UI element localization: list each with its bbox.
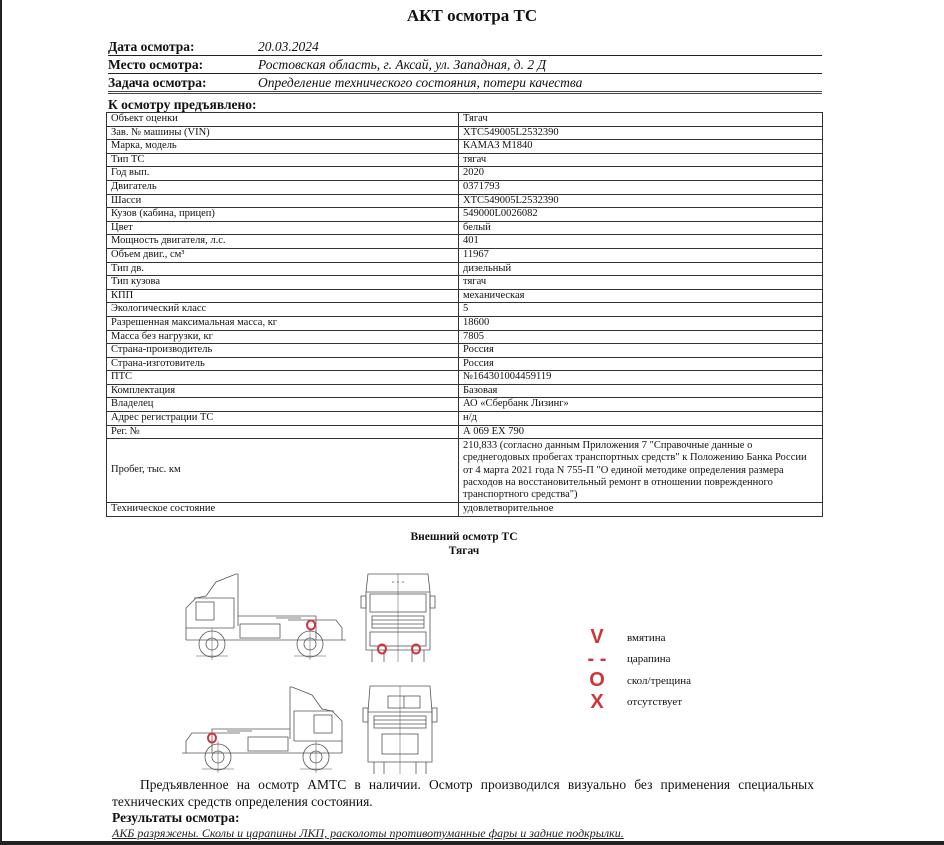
document-title: АКТ осмотра ТС (406, 6, 538, 25)
spec-value: А 069 ЕХ 790 (459, 425, 823, 439)
spec-value: 0371793 (459, 180, 823, 194)
spec-row (107, 208, 823, 222)
spec-key: Страна-производитель (107, 344, 459, 358)
truck-rear-view (360, 682, 440, 774)
spec-row (107, 194, 823, 208)
specs-table (106, 112, 823, 517)
spec-row (107, 412, 823, 426)
spec-key: Адрес регистрации ТС (107, 412, 459, 426)
exterior-title-block (0, 530, 928, 558)
spec-row (107, 384, 823, 398)
spec-row (107, 221, 823, 235)
spec-value: КАМАЗ М1840 (459, 140, 823, 154)
spec-key: Владелец (107, 398, 459, 412)
damage-legend (583, 627, 691, 713)
spec-row (107, 439, 823, 503)
page-border-bottom (0, 841, 944, 845)
spec-key: Объем двиг., см³ (107, 248, 459, 262)
spec-value: АО «Сбербанк Лизинг» (459, 398, 823, 412)
spec-key: Техническое состояние (107, 503, 459, 517)
spec-row (107, 140, 823, 154)
legend-item-chip (583, 670, 691, 692)
legend-label: царапина (627, 653, 671, 666)
legend-item-scratch (583, 649, 691, 671)
spec-key: Тип кузова (107, 276, 459, 290)
spec-key: Год вып. (107, 167, 459, 181)
spec-key: Экологический класс (107, 303, 459, 317)
legend-item-dent (583, 627, 691, 649)
spec-row (107, 167, 823, 181)
damage-marker-icon (307, 621, 315, 630)
spec-key: Комплектация (107, 384, 459, 398)
info-row-place (108, 56, 822, 74)
spec-row (107, 126, 823, 140)
spec-key: ПТС (107, 371, 459, 385)
spec-key: Марка, модель (107, 140, 459, 154)
spec-key: Тип ТС (107, 153, 459, 167)
info-value: Определение технического состояния, потери качества (258, 75, 583, 90)
spec-value: дизельный (459, 262, 823, 276)
info-row-task (108, 74, 822, 94)
exterior-title: Внешний осмотр ТС (410, 531, 518, 543)
spec-row (107, 276, 823, 290)
spec-row (107, 248, 823, 262)
spec-key: Рег. № (107, 425, 459, 439)
spec-row (107, 262, 823, 276)
spec-key: Пробег, тыс. км (107, 439, 459, 503)
spec-row (107, 113, 823, 127)
spec-value: тягач (459, 276, 823, 290)
info-value: Ростовская область, г. Аксай, ул. Западная, д. 2 Д (258, 57, 547, 72)
spec-row (107, 235, 823, 249)
info-label: Задача осмотра: (108, 75, 207, 90)
spec-key: Разрешенная максимальная масса, кг (107, 316, 459, 330)
spec-value: тягач (459, 153, 823, 167)
spec-row (107, 503, 823, 517)
legend-label: отсутствует (627, 696, 683, 709)
legend-label: скол/трещина (627, 674, 692, 687)
spec-key: Мощность двигателя, л.с. (107, 235, 459, 249)
spec-row (107, 330, 823, 344)
spec-key: КПП (107, 289, 459, 303)
dent-mark-icon: V (590, 626, 604, 649)
spec-value: XTC549005L2532390 (459, 126, 823, 140)
spec-value: Россия (459, 357, 823, 371)
results-heading: Результаты осмотра: (112, 810, 240, 825)
spec-value: 549000L0026082 (459, 208, 823, 222)
spec-key: Шасси (107, 194, 459, 208)
spec-key: Тип дв. (107, 262, 459, 276)
spec-row (107, 289, 823, 303)
spec-key: Двигатель (107, 180, 459, 194)
spec-value: 18600 (459, 316, 823, 330)
spec-key: Зав. № машины (VIN) (107, 126, 459, 140)
results-text: АКБ разряжены. Сколы и царапины ЛКП, расколоты противотуманные фары и задние подкрылки. (112, 826, 624, 840)
spec-row (107, 425, 823, 439)
spec-key: Кузов (кабина, прицеп) (107, 208, 459, 222)
spec-value: белый (459, 221, 823, 235)
legend-item-missing (583, 692, 691, 714)
specs-heading: К осмотру предъявлено: (108, 97, 257, 112)
spec-row (107, 180, 823, 194)
spec-row (107, 398, 823, 412)
spec-value: 7805 (459, 330, 823, 344)
spec-key: Масса без нагрузки, кг (107, 330, 459, 344)
spec-row (107, 371, 823, 385)
legend-label: вмятина (627, 631, 666, 644)
spec-value: н/д (459, 412, 823, 426)
truck-front-view (358, 570, 438, 662)
truck-side-rear-view (182, 681, 352, 773)
missing-mark-icon: X (590, 690, 604, 713)
truck-side-front-view (176, 568, 346, 660)
spec-row (107, 303, 823, 317)
spec-row (107, 153, 823, 167)
chip-crack-mark-icon: O (589, 669, 605, 692)
info-label: Дата осмотра: (108, 39, 195, 54)
spec-value: Базовая (459, 384, 823, 398)
scratch-mark-icon: - - (587, 647, 607, 670)
spec-value: 11967 (459, 248, 823, 262)
spec-value: 5 (459, 303, 823, 317)
spec-key: Объект оценки (107, 113, 459, 127)
info-label: Место осмотра: (108, 57, 204, 72)
inspection-note: Предъявленное на осмотр АМТС в наличии. Осмотр производился визуально без применения специальных технических средств определения состояния. (112, 777, 814, 809)
spec-value: XTC549005L2532390 (459, 194, 823, 208)
inspection-info (108, 38, 822, 94)
spec-value: Тягач (459, 113, 823, 127)
spec-value: Россия (459, 344, 823, 358)
spec-value: 2020 (459, 167, 823, 181)
spec-value: №164301004459119 (459, 371, 823, 385)
info-value: 20.03.2024 (258, 39, 319, 54)
page-border-left (0, 0, 2, 845)
info-row-date (108, 38, 822, 56)
exterior-subtitle: Тягач (448, 545, 480, 557)
spec-value: 401 (459, 235, 823, 249)
spec-key: Страна-изготовитель (107, 357, 459, 371)
spec-row (107, 316, 823, 330)
spec-row (107, 357, 823, 371)
spec-value: 210,833 (согласно данным Приложения 7 "Справочные данные о среднегодовых пробегах транспортных средств" к Положению Банка России от 4 марта 2021 года N 755-П "О единой методике определения размера расходов на восстановительный ремонт в отношении поврежденного транспортного средства") (459, 439, 823, 503)
spec-key: Цвет (107, 221, 459, 235)
spec-row (107, 344, 823, 358)
spec-value: удовлетворительное (459, 503, 823, 517)
spec-value: механическая (459, 289, 823, 303)
